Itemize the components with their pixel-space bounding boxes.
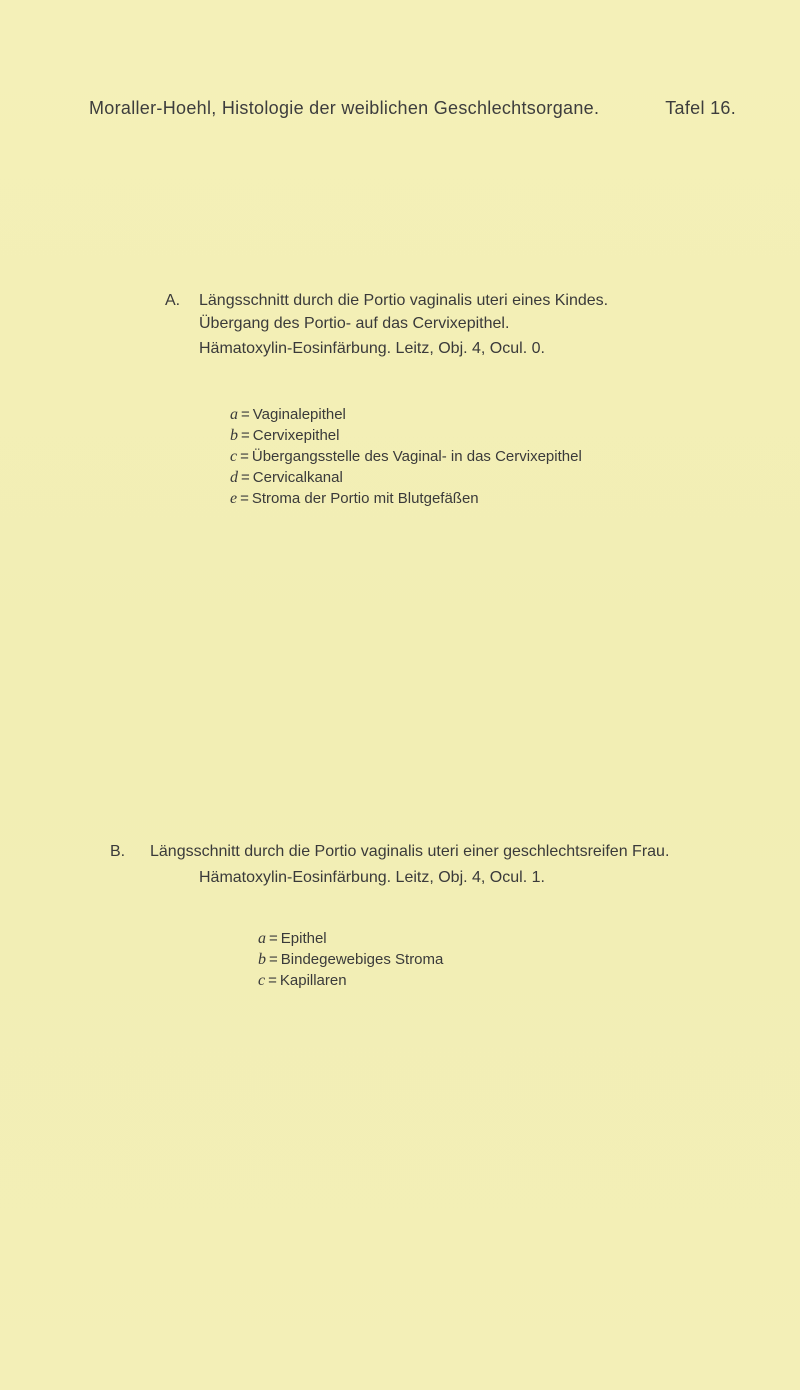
section-b-line1: Längsschnitt durch die Portio vaginalis uteri einer geschlechtsreifen Frau.: [150, 843, 670, 860]
running-header-title: Moraller-Hoehl, Histologie der weiblichen Geschlechtsorgane.: [89, 98, 600, 118]
section-a-line2: Übergang des Portio- auf das Cervixepithel.: [199, 315, 510, 332]
legend-item: a = Epithel: [258, 930, 327, 947]
legend-item: e = Stroma der Portio mit Blutgefäßen: [230, 490, 479, 507]
legend-item: b = Cervixepithel: [230, 427, 340, 444]
plate-number: Tafel 16.: [665, 98, 736, 118]
legend-item: d = Cervicalkanal: [230, 469, 343, 486]
section-b-heading: [110, 840, 669, 863]
legend-item: c = Kapillaren: [258, 972, 347, 989]
section-a-heading: [165, 289, 608, 312]
section-a-letter: A.: [165, 292, 181, 309]
section-b-legend: [258, 928, 443, 991]
section-b-letter: B.: [110, 843, 126, 860]
section-a-legend: [230, 404, 582, 509]
section-b-staining: Hämatoxylin-Eosinfärbung. Leitz, Obj. 4, Ocul. 1.: [199, 869, 545, 886]
legend-item: a = Vaginalepithel: [230, 406, 346, 423]
legend-item: b = Bindegewebiges Stroma: [258, 951, 444, 968]
section-a-staining: Hämatoxylin-Eosinfärbung. Leitz, Obj. 4, Ocul. 0.: [199, 340, 545, 357]
section-a-line1: Längsschnitt durch die Portio vaginalis uteri eines Kindes.: [199, 292, 609, 309]
legend-item: c = Übergangsstelle des Vaginal- in das Cervixepithel: [230, 448, 582, 465]
